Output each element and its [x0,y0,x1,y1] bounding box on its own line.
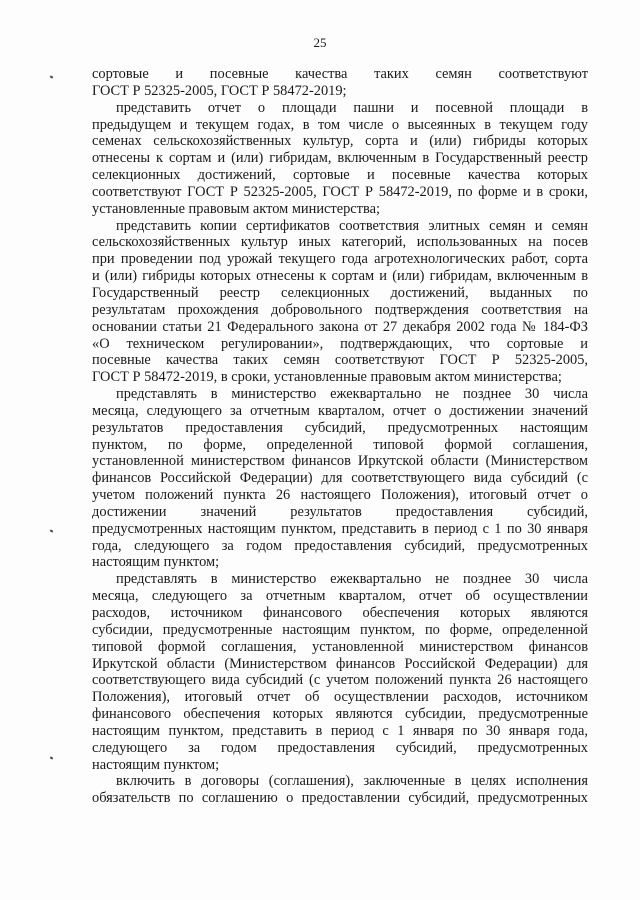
text-line: результатов предоставления субсидий, предусмотренных настоящим [92,419,588,436]
text-line: представить копии сертификатов соответствия элитных семян и семян [116,217,588,234]
text-line: ГОСТ Р 52325-2005, ГОСТ Р 58472-2019; [92,82,347,99]
text-line: финансового обеспечения которых являются субсидии, предусмотренные [92,706,588,723]
margin-mark [50,756,54,759]
text-line: установленной министерством финансов Иркутской области (Министерством [92,453,588,470]
text-line: обязательств по соглашению о предоставлении субсидий, предусмотренных [92,790,588,807]
text-line: предыдущем и текущем годах, в том числе о высеянных в текущем году [92,116,588,133]
text-line: при проведении под урожай текущего года агротехнологических работ, сорта [92,251,588,268]
text-line: посевные качества таких семян соответствуют ГОСТ Р 52325-2005, [92,352,588,369]
text-line: сортовые и посевные качества таких семян соответствуют [92,66,588,82]
text-line: представлять в министерство ежеквартально не позднее 30 числа [116,571,588,588]
text-line: расходов, источником финансового обеспечения которых являются [92,605,588,621]
text-line: Государственный реестр селекционных достижений, выданных по [92,284,588,301]
text-line: отнесены к сортам и (или) гибридам, включенным в Государственный реестр [92,150,588,167]
text-line: «О техническом регулировании», подтверждающих, что сортовые и [92,335,588,352]
text-line: соответствуют ГОСТ Р 52325-2005, ГОСТ Р 58472-2019, по форме и в сроки, [92,183,588,200]
text-line: основании статьи 21 Федерального закона от 27 декабря 2002 года № 184-ФЗ [92,318,588,335]
text-line: представлять в министерство ежеквартально не позднее 30 числа [116,386,588,403]
page-number: 25 [313,35,327,50]
text-line: соответствующего вида субсидий (с учетом положений пункта 26 настоящего [92,672,588,689]
document-body [92,66,588,807]
text-line: Иркутской области (Министерством финансов Российской Федерации) для [92,655,588,672]
text-line: года, следующего за годом предоставления субсидий, предусмотренных [92,537,588,554]
text-line: настоящим пунктом, представить в период с 1 января по 30 января года, [92,722,588,739]
text-line: ГОСТ Р 58472-2019, в сроки, установленные правовым актом министерства; [92,369,562,386]
text-line: включить в договоры (соглашения), заключенные в целях исполнения [116,773,588,790]
text-line: результатам прохождения добровольного подтверждения соответствия на [92,301,588,318]
text-line: следующего за годом предоставления субсидий, предусмотренных [92,739,588,756]
text-line: настоящим пунктом; [92,756,220,773]
text-line: семенах сельскохозяйственных культур, сорта и (или) гибриды которых [92,133,588,150]
margin-mark [50,75,54,78]
text-line: финансов Российской Федерации) для соответствующего вида субсидий (с [92,470,588,487]
margin-mark [50,529,54,532]
text-line: учетом положений пункта 26 настоящего Положения), итоговый отчет о [92,487,588,504]
text-line: Положения), итоговый отчет об осуществлении расходов, источником [92,689,588,706]
text-line: достижении значений результатов предоставления субсидий, [92,503,588,520]
text-line: месяца, следующего за отчетным кварталом, отчет о достижении значений [92,402,588,419]
text-line: пунктом, по форме, определенной типовой формой соглашения, [92,436,588,453]
text-line: предусмотренных настоящим пунктом, представить в период с 1 по 30 января [92,520,588,537]
text-line: настоящим пунктом; [92,554,220,571]
text-line: селекционных достижений, сортовые и посевные качества которых [92,167,588,184]
text-line: и (или) гибриды которых отнесены к сортам и (или) гибридам, включенным в [92,268,588,285]
text-line: месяца, следующего за отчетным кварталом, отчет об осуществлении [92,588,588,605]
text-line: представить отчет о площади пашни и посевной площади в [116,99,588,116]
text-line: субсидии, предусмотренные настоящим пунктом, по форме, определенной [92,621,588,638]
text-line: установленные правовым актом министерства; [92,200,380,217]
text-line: типовой формой соглашения, установленной министерством финансов [92,638,588,655]
text-line: сельскохозяйственных культур иных категорий, использованных на посев [92,234,588,251]
